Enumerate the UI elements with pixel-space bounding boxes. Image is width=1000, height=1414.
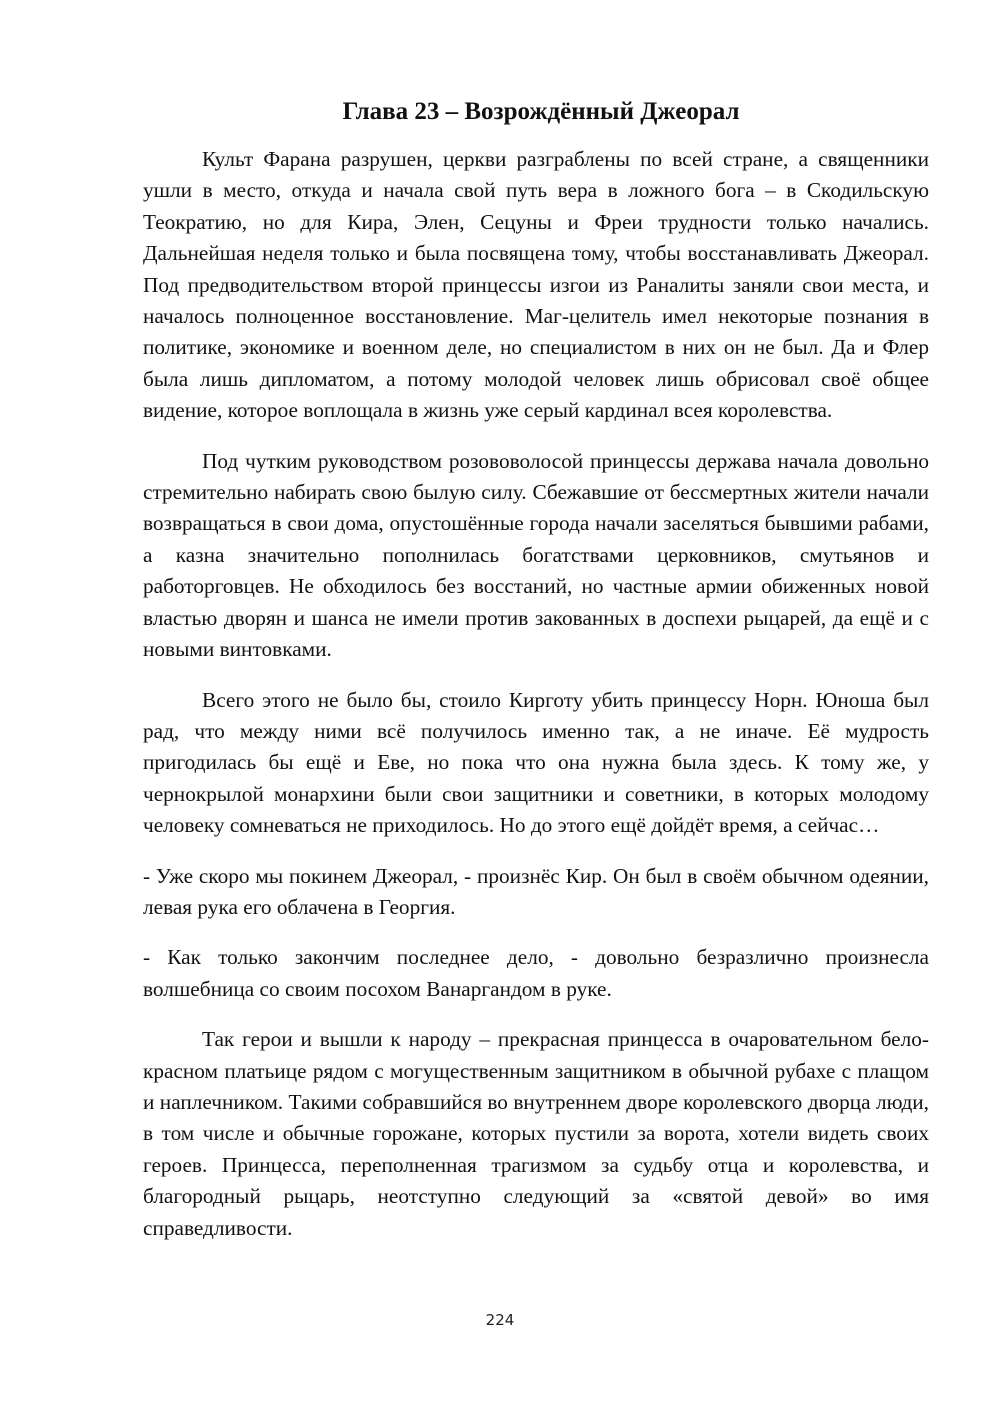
dialog-line-2: - Как только закончим последнее дело, - довольно безразлично произнесла волшебница со своим посохом Ванаргандом в руке.: [143, 945, 929, 1001]
paragraph-3: Всего этого не было бы, стоило Кирготу убить принцессу Норн. Юноша был рад, что между ними всё получилось именно так, а не иначе. Её мудрость пригодилась бы ещё и Еве, но пока что она нужна была здесь. К тому же, у чернокрылой монархини были свои защитники и советники, в которых молодому человеку сомневаться не приходилось. Но до этого ещё дойдёт время, а сейчас…: [143, 687, 929, 838]
dialog-line-1: - Уже скоро мы покинем Джеорал, - произнёс Кир. Он был в своём обычном одеянии, левая рука его облачена в Георгия.: [143, 863, 929, 919]
paragraph-2: Под чутким руководством розововолосой принцессы держава начала довольно стремительно набирать свою былую силу. Сбежавшие от бессмертных жители начали возвращаться в свои дома, опустошённые города начали заселяться бывшими рабами, а казна значительно пополнилась богатствами церковников, смутьянов и работорговцев. Не обходилось без восстаний, но частные армии обиженных новой властью дворян и шанса не имели против закованных в доспехи рыцарей, да ещё и с новыми винтовками.: [143, 448, 929, 662]
document-page: [143, 92, 929, 1263]
paragraph-4: Так герои и вышли к народу – прекрасная принцесса в очаровательном бело-красном платьице рядом с могущественным защитником в обычной рубахе с плащом и наплечником. Такими собравшийся во внутреннем дворе королевского дворца люди, в том числе и обычные горожане, которых пустили за ворота, хотели видеть своих героев. Принцесса, переполненная трагизмом за судьбу отца и королевства, и благородный рыцарь, неотступно следующий за «святой девой» во имя справедливости.: [143, 1027, 929, 1240]
chapter-title: Глава 23 – Возрождённый Джеорал: [342, 98, 740, 125]
page-number: 224: [485, 1311, 515, 1329]
paragraph-1: Культ Фарана разрушен, церкви разграблены по всей стране, а священники ушли в место, откуда и начала свой путь вера в ложного бога – в Скодильскую Теократию, но для Кира, Элен, Сецуны и Фреи трудности только начались. Дальнейшая неделя только и была посвящена тому, чтобы восстанавливать Джеорал. Под предводительством второй принцессы изгои из Раналиты заняли свои места, и началось полноценное восстановление. Маг-целитель имел некоторые познания в политике, экономике и военном деле, но специалистом в них он не был. Да и Флер была лишь дипломатом, а потому молодой человек лишь обрисовал своё общее видение, которое воплощала в жизнь уже серый кардинал всея королевства.: [143, 147, 929, 423]
